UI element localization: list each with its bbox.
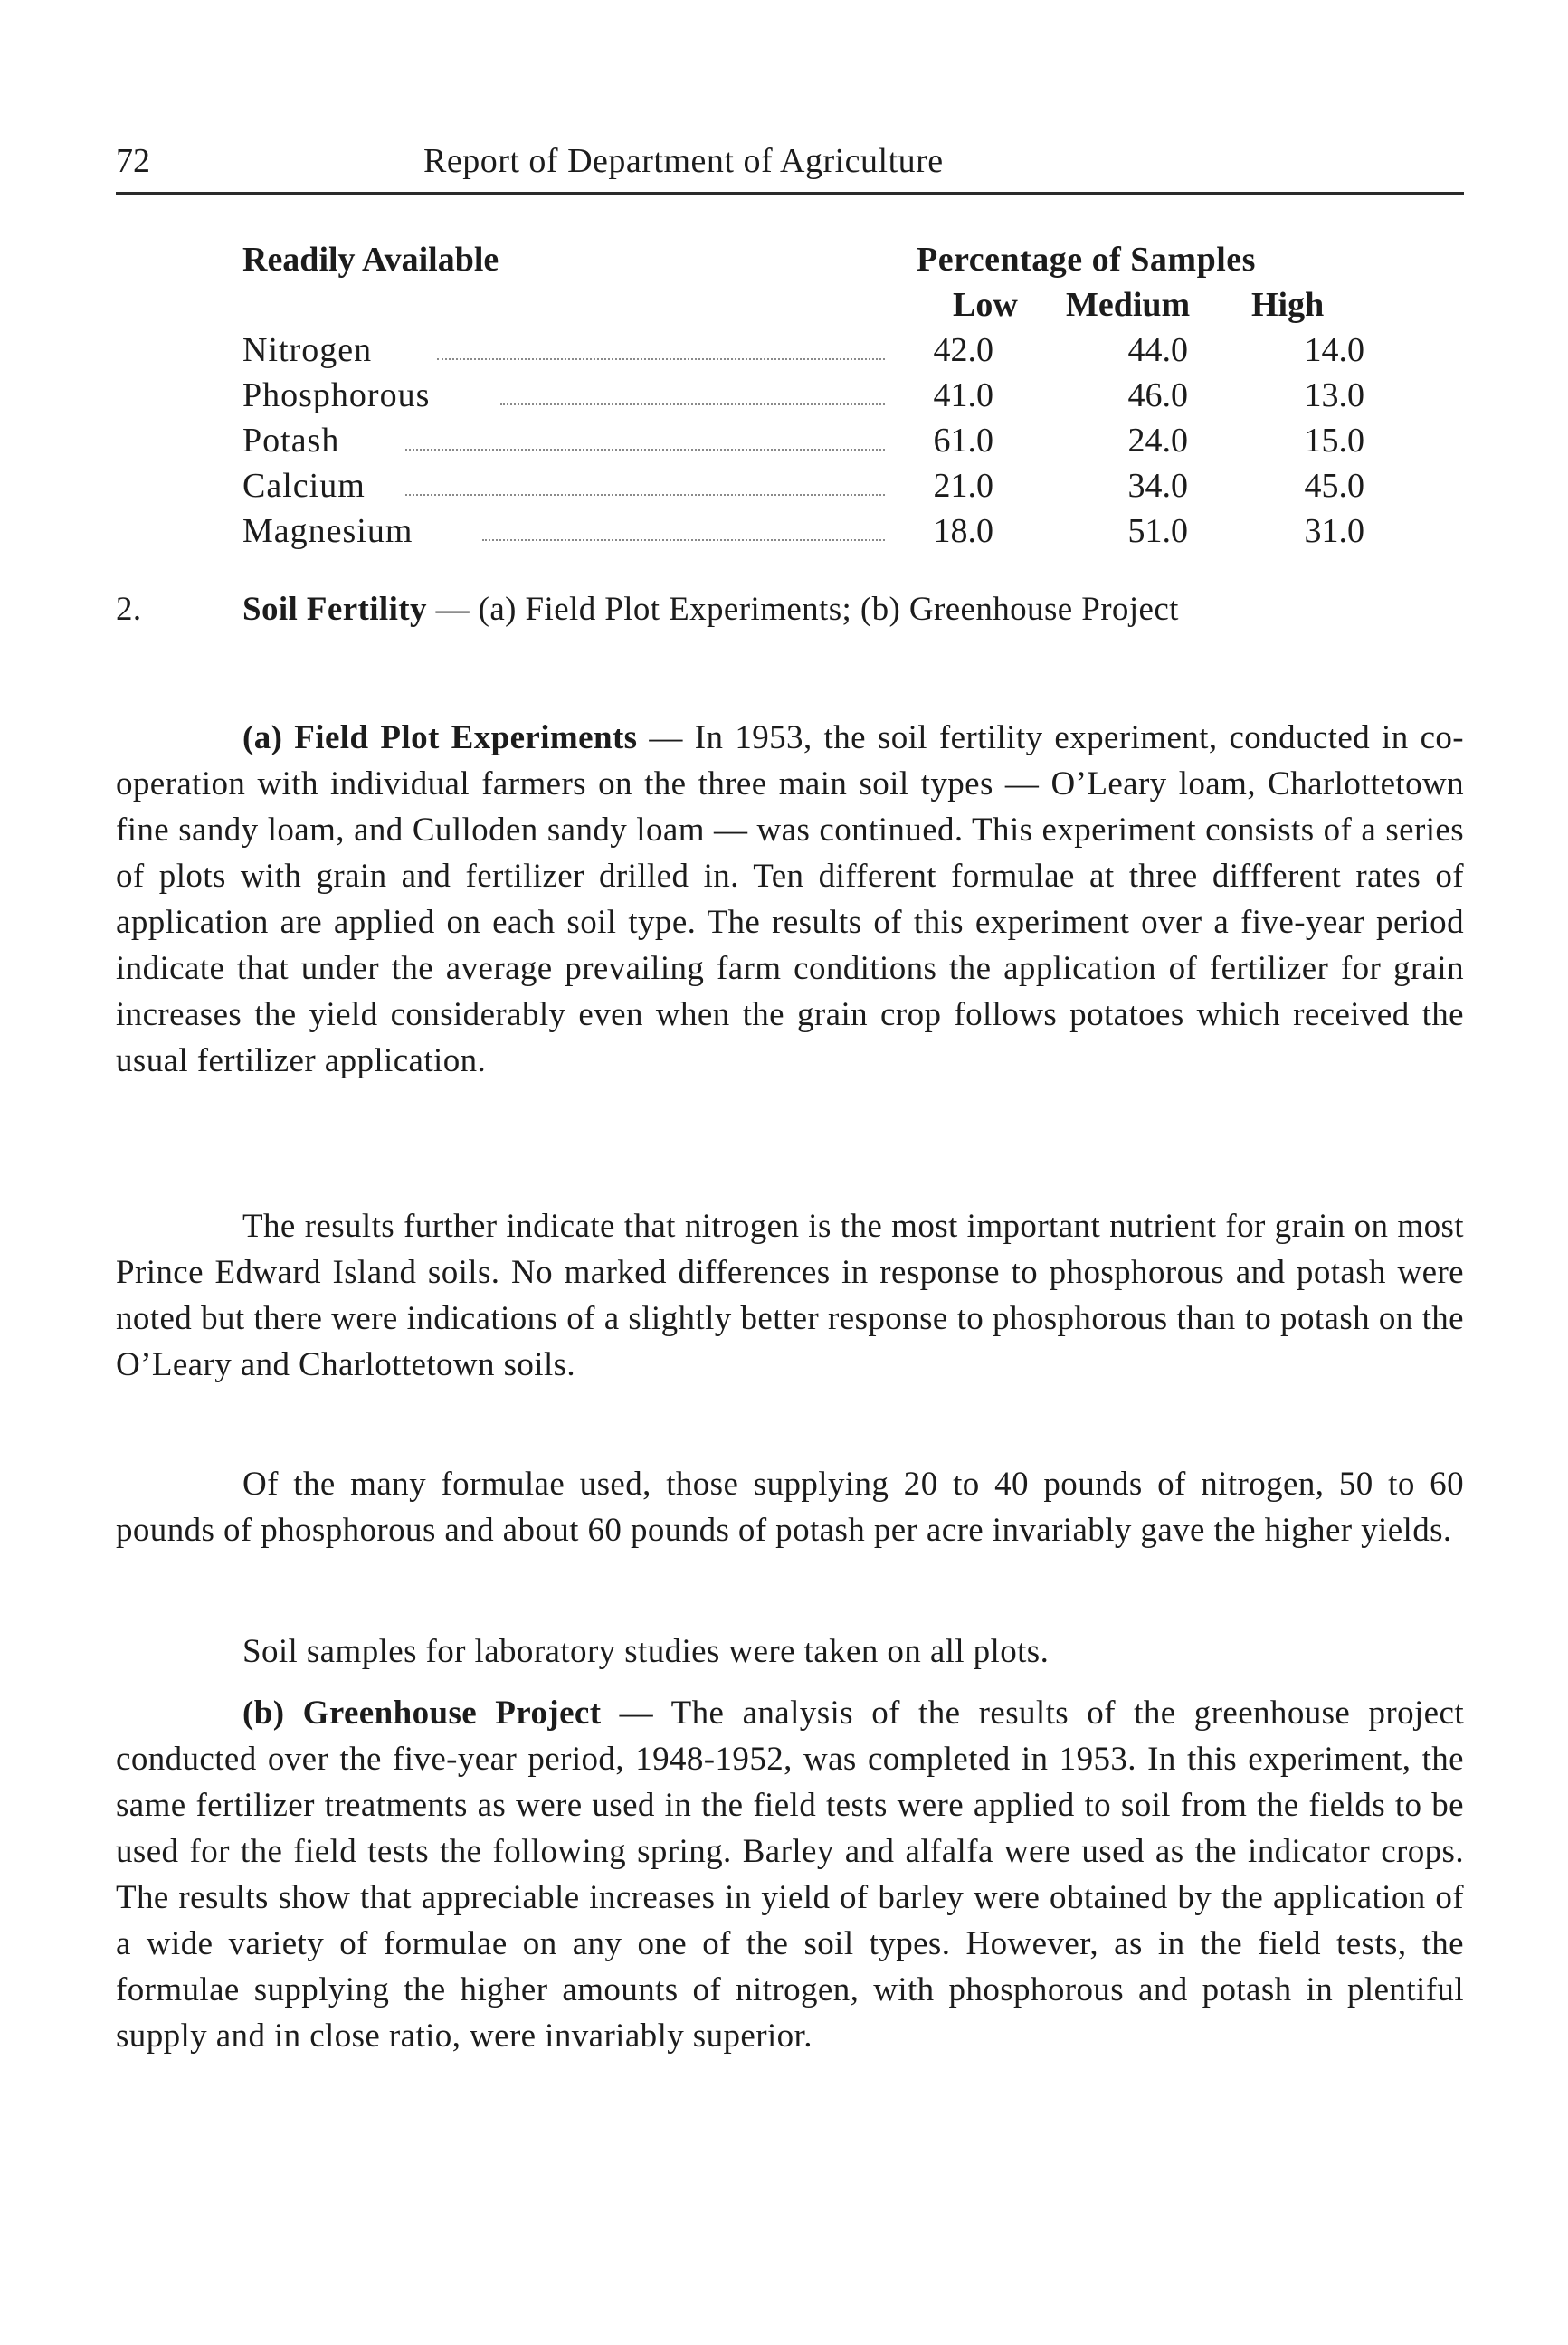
page-number: 72 [116,142,150,180]
column-header-high: High [1251,286,1325,324]
cell-low: 21.0 [933,467,993,505]
cell-low: 18.0 [933,512,993,550]
table-row-nitrogen [242,328,1364,373]
section-heading [116,586,1464,632]
row-label: Calcium [242,467,366,505]
cell-medium: 34.0 [1127,467,1188,505]
dot-leader [482,539,885,541]
paragraph-body: — In 1953, the soil fertility experiment, conducted in co-operation with individual farmers on the three main soil types — O’Leary loam, Charlottetown fine sandy loam, and Culloden sandy loam — was continued. This experiment consists of a series of plots with grain and fertilizer drilled in. Ten different formulae at three diffferent rates of application are applied on each soil type. The results of this experiment over a five-year period indicate that under the average prevailing farm conditions the application of fertilizer for grain increases the yield considerably even when the grain crop follows potatoes which received the usual fertilizer application. [116,719,1465,1079]
cell-high: 31.0 [1304,512,1364,550]
paragraph-greenhouse [116,1690,1464,2059]
table-row-phosphorous [242,373,1364,418]
paragraph-results: The results further indicate that nitrogen is the most important nutrient for grain on most Prince Edward Island soils. No marked differences in response to phosphorous and potash were noted but there were indications of a slightly better response to phosphorous than to potash on the O’Leary and Charlottetown soils. [116,1208,1464,1383]
paragraph-heading: (b) Greenhouse Project [242,1695,602,1732]
cell-high: 13.0 [1304,376,1364,414]
section-number: 2. [116,591,142,628]
paragraph-body: — The analysis of the results of the greenhouse project conducted over the five-year period, 1948-1952, was completed in 1953. In this experiment, the same fertilizer treatments as were used in the field tests were applied to soil from the fields to be used for the field tests the following spring. Barley and alfalfa were used as the indicator crops. The results show that appreciable increases in yield of barley were obtained by the application of a wide variety of formulae on any one of the soil types. However, as in the field tests, the formulae supplying the higher amounts of nitrogen, with phosphorous and potash in plentiful supply and in close ratio, were invariably superior. [116,1695,1464,2055]
cell-low: 61.0 [933,422,993,460]
cell-medium: 46.0 [1127,376,1188,414]
section-title: Soil Fertility [242,591,427,628]
cell-high: 45.0 [1304,467,1364,505]
table-title: Readily Available [242,241,499,279]
paragraph-field-plot [116,715,1464,1084]
row-label: Magnesium [242,512,413,550]
paragraph-soil-samples: Soil samples for laboratory studies were taken on all plots. [242,1633,1050,1670]
cell-low: 42.0 [933,331,993,369]
cell-medium: 24.0 [1127,422,1188,460]
running-title: Report of Department of Agriculture [423,142,944,180]
dot-leader [405,449,885,451]
section-subtitle: — (a) Field Plot Experiments; (b) Greenhouse Project [426,591,1179,628]
running-header [116,136,1464,186]
table-row-magnesium [242,508,1364,554]
table-row-potash [242,418,1364,463]
cell-high: 14.0 [1304,331,1364,369]
cell-low: 41.0 [933,376,993,414]
cell-medium: 44.0 [1127,331,1188,369]
column-header-low: Low [953,286,1018,324]
column-header-medium: Medium [1066,286,1191,324]
cell-medium: 51.0 [1127,512,1188,550]
row-label: Phosphorous [242,376,431,414]
cell-high: 15.0 [1304,422,1364,460]
dot-leader [500,403,885,405]
table-group-heading: Percentage of Samples [917,241,1256,279]
dot-leader [437,358,885,360]
table-row-calcium [242,463,1364,508]
paragraph-formulae: Of the many formulae used, those supplying 20 to 40 pounds of nitrogen, 50 to 60 pounds of phosphorous and about 60 pounds of potash per acre invariably gave the higher yields. [116,1466,1464,1549]
header-rule [116,192,1464,195]
row-label: Potash [242,422,340,460]
paragraph-heading: (a) Field Plot Experiments [242,719,638,756]
row-label: Nitrogen [242,331,373,369]
dot-leader [405,494,885,496]
